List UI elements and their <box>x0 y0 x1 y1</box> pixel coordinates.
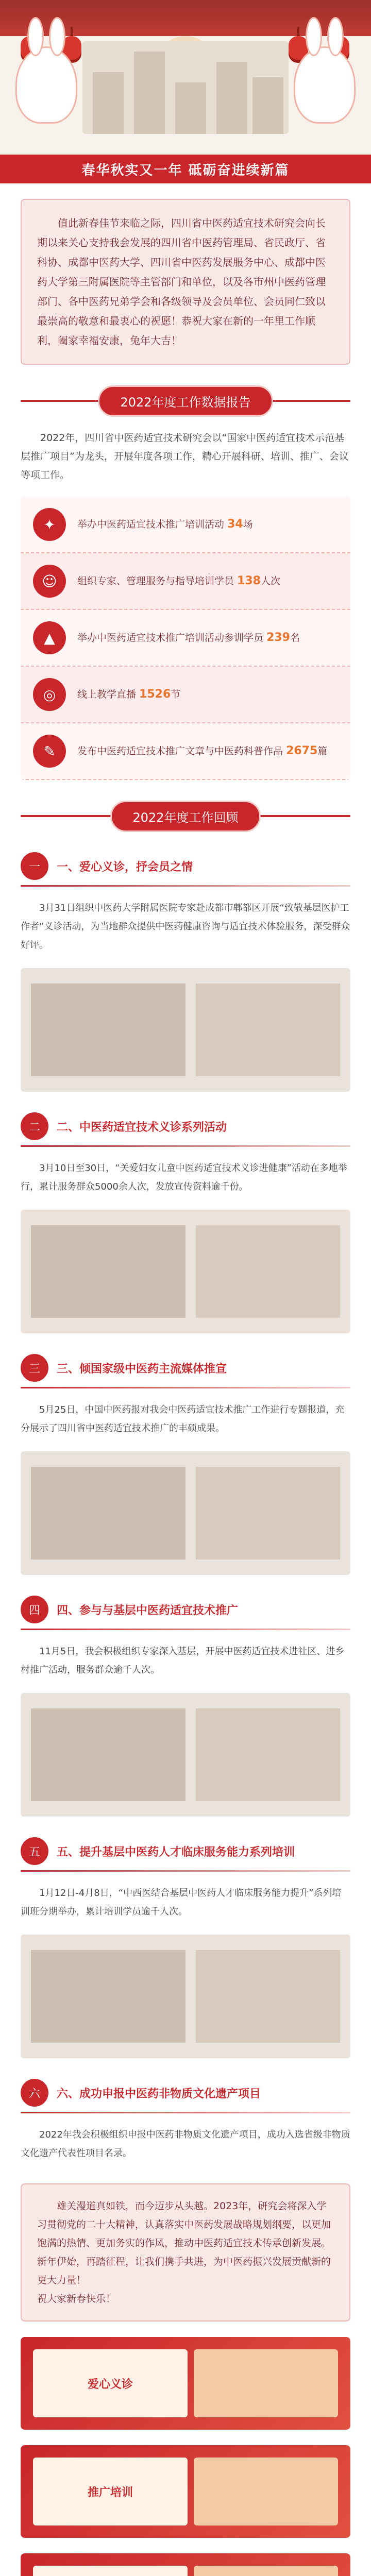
stat-text: 线上教学直播 <box>77 689 137 700</box>
review-item-label: 五、提升基层中医药人才临床服务能力系列培训 <box>57 1845 295 1859</box>
review-item-head <box>21 2079 350 2107</box>
closing-box <box>21 2183 350 2321</box>
flag-icon: 三 <box>21 1354 48 1382</box>
handshake-icon: ✦ <box>33 508 66 541</box>
stat-text: 组织专家、管理服务与指导培训学员 <box>77 575 234 587</box>
flag-icon: 一 <box>21 852 48 880</box>
divider <box>21 885 350 887</box>
review-item-text: 2022年我会积极组织申报中医药非物质文化遗产项目，成功入选省级非物质文化遗产代表性项目名录。 <box>21 2129 350 2159</box>
closing-sign: 祝大家新春快乐！ <box>37 2293 116 2304</box>
poster-card <box>21 2553 350 2576</box>
review-item-label: 六、成功申报中医药非物质文化遗产项目 <box>57 2087 261 2100</box>
review-item-head <box>21 852 350 880</box>
review-item-text: 3月31日组织中医药大学附属医院专家赴成都市郫都区开展“致敬基层医护工作者”义诊活动，为当地群众提供中医药健康咨询与适宜技术体验服务，深受群众好评。 <box>21 903 350 951</box>
stat-row <box>21 723 350 780</box>
review-item-head <box>21 1112 350 1140</box>
page-title <box>0 155 371 183</box>
rabbit-icon <box>294 46 356 124</box>
poster-label: 爱心义诊 <box>33 2349 188 2417</box>
intro-text: 值此新春佳节来临之际，四川省中医药适宜技术研究会向长期以来关心支持我会发展的四川省中医药管理局、省民政厅、省科协、成都中医药大学、四川省中医药发展服务中心、成都中医药大学第三附属医院等主管部门和单位，以及各市州中医药管理部门、各中医药兄弟学会和各级领导及会员单位、会员同仁致以最崇高的敬意和最衷心的祝愿！恭祝大家在新的一年里工作顺利，阖家幸福安康，兔年大吉！ <box>37 217 326 347</box>
review-item-text: 3月10日至30日，“关爱妇女儿童中医药适宜技术义诊进健康”活动在多地举行，累计服务群众5000余人次，发放宣传资料逾千份。 <box>21 1163 347 1192</box>
poster-image <box>194 2458 338 2526</box>
flag-icon: 二 <box>21 1112 48 1140</box>
stat-number: 1526 <box>139 688 171 701</box>
chart-icon: ▲ <box>33 621 66 654</box>
stat-text: 发布中医药适宜技术推广文章与中医药科普作品 <box>77 745 283 757</box>
review-item-label: 一、爱心义诊，抒会员之情 <box>57 860 193 874</box>
stat-unit: 名 <box>290 632 300 643</box>
rabbit-icon <box>15 46 77 124</box>
stat-text: 举办中医药适宜技术推广培训活动 <box>77 519 225 530</box>
stat-unit: 篇 <box>317 745 328 757</box>
divider <box>21 1145 350 1147</box>
online-icon: ◎ <box>33 678 66 711</box>
section-title-report <box>21 385 350 416</box>
review-item-head <box>21 1837 350 1865</box>
intro-box <box>21 199 350 365</box>
review-item-label: 三、倾国家级中医药主流媒体推宣 <box>57 1362 227 1376</box>
event-photo <box>21 968 350 1092</box>
book-icon: ✎ <box>33 735 66 768</box>
section-title-text: 2022年度工作数据报告 <box>98 385 273 417</box>
flag-icon: 四 <box>21 1596 48 1623</box>
event-photo <box>21 1210 350 1333</box>
stat-unit: 人次 <box>261 575 281 587</box>
review-item-text: 1月12日-4月8日，“中西医结合基层中医药人才临床服务能力提升”系列培训班分期举办，累计培训学员逾千人次。 <box>21 1888 342 1917</box>
review-item-head <box>21 1354 350 1382</box>
poster-image <box>194 2566 338 2576</box>
review-item-text: 5月25日，中国中医药报对我会中医药适宜技术推广工作进行专题报道，充分展示了四川省中医药适宜技术推广的丰硕成果。 <box>21 1404 345 1434</box>
section-title-text: 2022年度工作回顾 <box>110 801 260 832</box>
stat-row <box>21 667 350 723</box>
stat-row <box>21 553 350 610</box>
people-icon: ☺ <box>33 565 66 598</box>
divider <box>21 1629 350 1630</box>
stat-row <box>21 610 350 667</box>
divider <box>21 1870 350 1872</box>
event-photo <box>21 1935 350 2058</box>
flag-icon: 六 <box>21 2079 48 2107</box>
report-summary: 2022年，四川省中医药适宜技术研究会以“国家中医药适宜技术示范基层推广项目”为龙头，开展年度各项工作，精心开展科研、培训、推广、会议等项工作。 <box>21 432 349 481</box>
page-title-text: 春华秋实又一年 砥砺奋进续新篇 <box>81 162 290 178</box>
stat-number: 239 <box>266 631 290 644</box>
stat-unit: 场 <box>243 519 253 530</box>
poster-card <box>21 2337 350 2430</box>
flag-icon: 五 <box>21 1837 48 1865</box>
event-photo <box>21 1693 350 1817</box>
stat-unit: 节 <box>171 689 181 700</box>
stat-number: 2675 <box>286 744 318 757</box>
review-item-text: 11月5日，我会积极组织专家深入基层，开展中医药适宜技术进社区、进乡村推广活动，服务群众逾千人次。 <box>21 1646 345 1675</box>
review-item-label: 二、中医药适宜技术义诊系列活动 <box>57 1121 227 1134</box>
stat-row <box>21 497 350 553</box>
closing-text: 雄关漫道真如铁，而今迈步从头越。2023年，研究会将深入学习贯彻党的二十大精神，认真落实中医药发展战略规划纲要，以更加饱满的热情、更加务实的作风，推动中医药适宜技术传承创新发展。新年伊始，再踏征程，让我们携手共进，为中医药振兴发展贡献新的更大力量！ <box>37 2200 331 2286</box>
poster-card <box>21 2445 350 2538</box>
poster-label: 推广培训 <box>33 2458 188 2526</box>
review-item-head <box>21 1596 350 1623</box>
city-skyline <box>82 41 289 134</box>
divider <box>21 2112 350 2113</box>
stat-number: 138 <box>237 574 261 587</box>
hero-illustration <box>0 0 371 155</box>
stat-text: 举办中医药适宜技术推广培训活动参训学员 <box>77 632 264 643</box>
poster-label <box>33 2566 188 2576</box>
divider <box>21 1387 350 1388</box>
section-title-review <box>21 801 350 832</box>
poster-image <box>194 2349 338 2417</box>
review-item-label: 四、参与与基层中医药适宜技术推广 <box>57 1604 239 1617</box>
event-photo <box>21 1451 350 1575</box>
stats-list <box>21 497 350 780</box>
stat-number: 34 <box>227 518 243 531</box>
